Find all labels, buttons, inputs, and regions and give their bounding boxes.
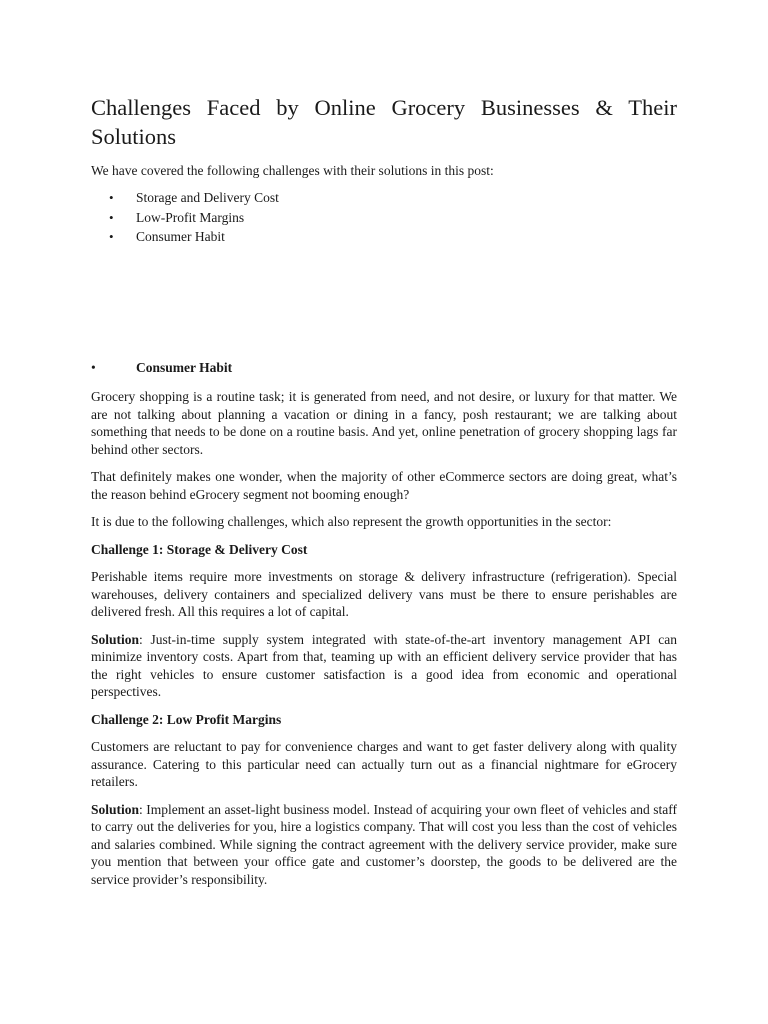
body-paragraph: That definitely makes one wonder, when the majority of other eCommerce sectors are doing great, what’s the reason behind eGrocery segment not booming enough?	[91, 469, 677, 502]
challenge-list	[91, 189, 279, 248]
body-paragraph: Grocery shopping is a routine task; it is generated from need, and not desire, or luxury for that matter. We are not talking about planning a vacation or dining in a fancy, posh restaurant; we are talking about something that needs to be done on a routine basis. And yet, online penetration of grocery shopping lags far behind other sectors.	[91, 389, 677, 457]
solution-text: : Just-in-time supply system integrated with state-of-the-art inventory management API can minimize inventory costs. Apart from that, teaming up with an efficient delivery service provider that has the right vehicles to ensure customer satisfaction is a good idea from economic and operational perspectives.	[91, 631, 677, 699]
bullet-icon: •	[109, 209, 114, 225]
bullet-icon: •	[109, 229, 114, 244]
challenge-paragraph: Customers are reluctant to pay for convenience charges and want to get faster delivery along with quality assurance. Catering to this particular need can actually turn out as a financial nightmare for eGrocery retailers.	[91, 739, 677, 789]
list-item-label: Consumer Habit	[136, 229, 225, 244]
solution-label: Solution	[91, 631, 140, 647]
list-item-label: Low-Profit Margins	[136, 209, 245, 225]
list-item	[91, 189, 279, 209]
bullet-icon: •	[91, 360, 96, 375]
bullet-icon: •	[109, 190, 114, 205]
list-item	[91, 228, 279, 248]
challenge-paragraph: Perishable items require more investments on storage & delivery infrastructure (refrigeration). Special warehouses, delivery containers and specialized delivery vans must be there to ensure perishables are delivered fresh. All this requires a lot of capital.	[91, 569, 677, 619]
solution-text: : Implement an asset-light business model. Instead of acquiring your own fleet of vehicles and staff to carry out the deliveries for you, hire a logistics company. That will cost you less than the cost of vehicles and salaries combined. While signing the contract agreement with the delivery service provider, make sure you mention that between your office gate and customer’s doorstep, the goods to be delivered are the service provider’s responsibility.	[91, 801, 677, 887]
document-title: Challenges Faced by Online Grocery Businesses & Their Solutions	[91, 95, 677, 149]
solution-paragraph	[91, 631, 677, 701]
solution-label: Solution	[91, 801, 140, 817]
body-paragraph: It is due to the following challenges, which also represent the growth opportunities in the sector:	[91, 514, 612, 529]
solution-paragraph	[91, 801, 677, 889]
challenge-heading: Challenge 2: Low Profit Margins	[91, 711, 282, 727]
section-heading-label: Consumer Habit	[136, 360, 233, 375]
list-item-label: Storage and Delivery Cost	[136, 190, 279, 205]
challenge-heading: Challenge 1: Storage & Delivery Cost	[91, 541, 308, 557]
list-item	[91, 209, 279, 229]
document-body	[91, 388, 677, 898]
intro-paragraph: We have covered the following challenges with their solutions in this post:	[91, 163, 494, 178]
